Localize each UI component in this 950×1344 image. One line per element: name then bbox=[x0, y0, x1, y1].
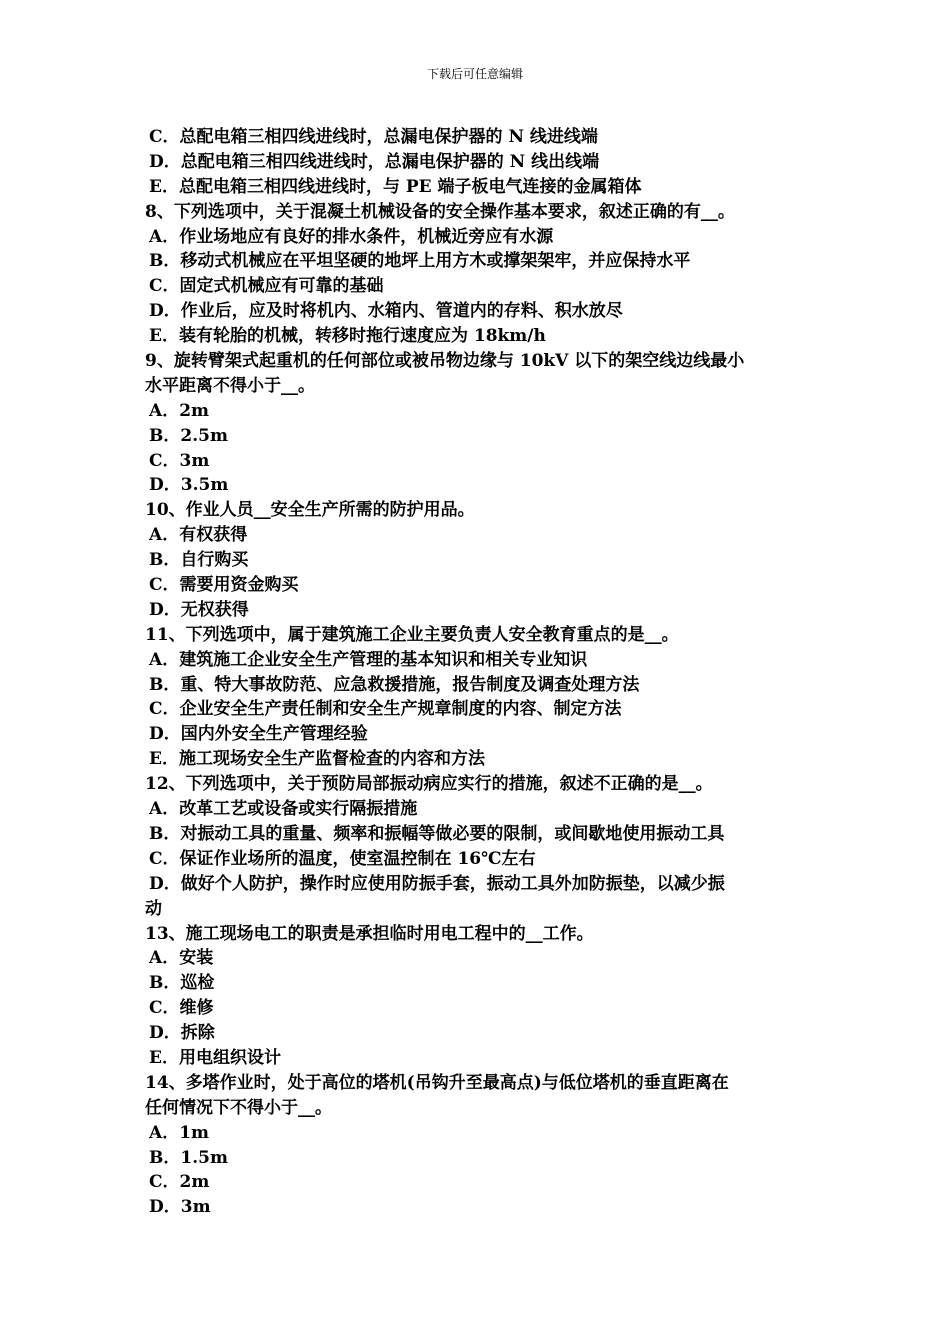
answer-option-line: E．装有轮胎的机械，转移时拖行速度应为 18km/h bbox=[149, 326, 546, 347]
question-text-line: 8、下列选项中，关于混凝土机械设备的安全操作基本要求，叙述正确的有__。 bbox=[145, 201, 735, 222]
answer-option-line: D．3.5m bbox=[149, 475, 229, 496]
question-text-line: 动 bbox=[145, 898, 162, 919]
answer-option-line: C．需要用资金购买 bbox=[149, 575, 299, 596]
answer-option-line: D．无权获得 bbox=[149, 599, 249, 620]
answer-option-line: C．3m bbox=[149, 450, 210, 471]
answer-option-line: B．2.5m bbox=[149, 425, 228, 446]
answer-option-line: B．移动式机械应在平坦坚硬的地坪上用方木或撑架架牢，并应保持水平 bbox=[149, 251, 691, 272]
answer-option-line: D．国内外安全生产管理经验 bbox=[149, 724, 368, 745]
question-text-line: 12、下列选项中，关于预防局部振动病应实行的措施，叙述不正确的是__。 bbox=[145, 774, 713, 795]
question-text-line: 10、作业人员__安全生产所需的防护用品。 bbox=[145, 500, 475, 521]
question-text-line: 14、多塔作业时，处于高位的塔机(吊钩升至最高点)与低位塔机的垂直距离在 bbox=[145, 1072, 729, 1093]
answer-option-line: A．安装 bbox=[149, 948, 214, 969]
answer-option-line: A．改革工艺或设备或实行隔振措施 bbox=[149, 799, 418, 820]
answer-option-line: E．用电组织设计 bbox=[149, 1047, 281, 1068]
answer-option-line: B．1.5m bbox=[149, 1147, 228, 1168]
answer-option-line: C．固定式机械应有可靠的基础 bbox=[149, 276, 384, 297]
question-text-line: 13、施工现场电工的职责是承担临时用电工程中的__工作。 bbox=[145, 923, 594, 944]
question-text-line: 11、下列选项中，属于建筑施工企业主要负责人安全教育重点的是__。 bbox=[145, 624, 679, 645]
answer-option-line: E．总配电箱三相四线进线时，与 PE 端子板电气连接的金属箱体 bbox=[149, 176, 642, 197]
answer-option-line: A．1m bbox=[149, 1122, 210, 1143]
document-body bbox=[145, 125, 810, 1220]
answer-option-line: D．作业后，应及时将机内、水箱内、管道内的存料、积水放尽 bbox=[149, 301, 623, 322]
answer-option-line: D．3m bbox=[149, 1197, 211, 1218]
answer-option-line: B．自行购买 bbox=[149, 550, 249, 571]
answer-option-line: C．维修 bbox=[149, 998, 214, 1019]
answer-option-line: C．总配电箱三相四线进线时，总漏电保护器的 N 线进线端 bbox=[149, 127, 598, 147]
answer-option-line: E．施工现场安全生产监督检查的内容和方法 bbox=[149, 749, 485, 770]
answer-option-line: C．2m bbox=[149, 1172, 210, 1193]
question-text-line: 任何情况下不得小于__。 bbox=[145, 1097, 332, 1118]
answer-option-line: B．巡检 bbox=[149, 973, 215, 994]
answer-option-line: D．拆除 bbox=[149, 1023, 215, 1044]
answer-option-line: A．2m bbox=[149, 400, 210, 421]
answer-option-line: B．对振动工具的重量、频率和振幅等做必要的限制，或间歇地使用振动工具 bbox=[149, 823, 725, 844]
answer-option-line: D．做好个人防护，操作时应使用防振手套，振动工具外加防振垫，以减少振 bbox=[149, 873, 725, 894]
question-text-line: 水平距离不得小于__。 bbox=[145, 375, 315, 396]
answer-option-line: A．作业场地应有良好的排水条件，机械近旁应有水源 bbox=[149, 226, 554, 247]
question-text-line: 9、旋转臂架式起重机的任何部位或被吊物边缘与 10kV 以下的架空线边线最小 bbox=[145, 351, 745, 372]
answer-option-line: C．保证作业场所的温度，使室温控制在 16℃左右 bbox=[149, 848, 536, 869]
answer-option-line: D．总配电箱三相四线进线时，总漏电保护器的 N 线出线端 bbox=[149, 151, 600, 172]
answer-option-line: A．有权获得 bbox=[149, 525, 248, 546]
page-header: 下载后可任意编辑 bbox=[426, 67, 523, 81]
answer-option-line: B．重、特大事故防范、应急救援措施，报告制度及调查处理方法 bbox=[149, 674, 640, 695]
answer-option-line: C．企业安全生产责任制和安全生产规章制度的内容、制定方法 bbox=[149, 699, 622, 720]
answer-option-line: A．建筑施工企业安全生产管理的基本知识和相关专业知识 bbox=[149, 649, 588, 670]
